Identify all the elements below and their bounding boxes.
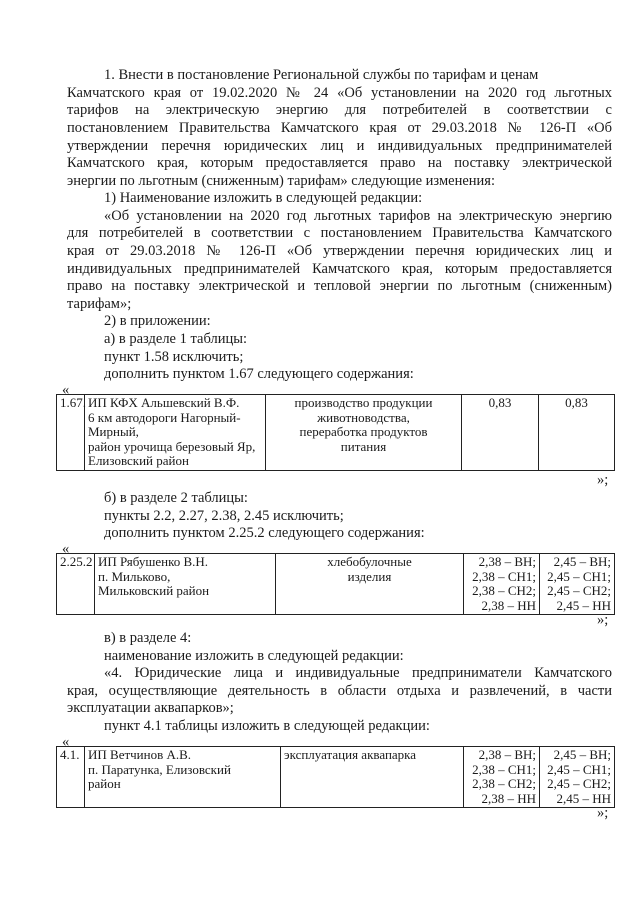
text-line: тарифов на электрическую энергию для потребителей в соответствии с xyxy=(67,102,612,118)
text-line: «Об установлении на 2020 год льготных тарифов на электрическую энергию xyxy=(104,208,612,224)
subitem-c-line-2: пункт 4.1 таблицы изложить в следующей редакции: xyxy=(104,718,430,734)
text-line: Камчатского края от 19.02.2020 № 24 «Об установлении на 2020 год льготных xyxy=(67,85,612,101)
tariff-value-1 xyxy=(464,554,540,615)
subitem-b: б) в разделе 2 таблицы: xyxy=(104,490,248,506)
tariff-line: 2,45 – СН2; xyxy=(547,776,611,792)
tariff-line: 2,45 – СН2; xyxy=(547,583,611,599)
table-section-1 xyxy=(56,394,615,471)
text-line: для потребителей в соответствии с постановлением Правительства Камчатского xyxy=(67,225,612,241)
company-line: Мильковский район xyxy=(98,583,210,599)
subitem-b-line-1: пункты 2.2, 2.27, 2.38, 2.45 исключить; xyxy=(104,508,344,524)
text-line: индивидуальных предпринимателей Камчатского края, которым предоставляется xyxy=(67,261,612,277)
company-line: район урочища березовый Яр, xyxy=(88,438,256,454)
tariff-line: 2,38 – СН2; xyxy=(472,776,536,792)
company-cell xyxy=(95,554,276,615)
table-row xyxy=(57,395,615,471)
company-line: Мирный, xyxy=(88,424,139,440)
table-row xyxy=(57,747,615,808)
activity-line: эксплуатация аквапарка xyxy=(284,747,417,762)
close-quote-mark: »; xyxy=(597,612,609,628)
tariff-line: 2,38 – ВН; xyxy=(478,747,536,762)
activity-line: животноводства, xyxy=(317,409,410,425)
tariff-line: 2,38 – СН2; xyxy=(472,583,536,599)
tariff-line: 2,45 – СН1; xyxy=(547,761,611,777)
company-line: ИП Рябушенко В.Н. xyxy=(98,554,209,569)
activity-line: производство продукции xyxy=(294,395,433,410)
company-line: 6 км автодороги Нагорный- xyxy=(88,409,241,425)
tariff-line: 2,45 – НН xyxy=(556,790,611,806)
text-line: утверждении перечня юридических лиц и индивидуальных предпринимателей xyxy=(67,138,612,154)
text-line: Камчатского края, которым предоставляется право на поставку электрической xyxy=(67,155,612,171)
tariff-value-2 xyxy=(540,554,615,615)
subitem-c-line-1: наименование изложить в следующей редакции: xyxy=(104,648,404,664)
subitem-a: а) в разделе 1 таблицы: xyxy=(104,331,247,347)
close-quote-mark: »; xyxy=(597,472,609,488)
company-line: ИП КФХ Альшевский В.Ф. xyxy=(88,395,240,410)
company-cell xyxy=(85,395,266,471)
text-line: право на поставку электрической и тепловой энергии по льготным (сниженным) xyxy=(67,278,612,294)
company-line: п. Мильково, xyxy=(98,568,171,584)
tariff-line: 2,38 – СН1; xyxy=(472,568,536,584)
text-line: края, осуществляющие деятельность в области отдыха и развлечений, в части xyxy=(67,683,612,699)
tariff-value-1: 0,83 xyxy=(462,395,539,471)
text-line: тарифам»; xyxy=(67,296,132,312)
text-line: «4. Юридические лица и индивидуальные предприниматели Камчатского xyxy=(104,665,612,681)
subitem-c: в) в разделе 4: xyxy=(104,630,192,646)
tariff-line: 2,38 – СН1; xyxy=(472,761,536,777)
row-number: 2.25.2 xyxy=(57,554,95,615)
tariff-line: 2,38 – НН xyxy=(481,597,536,613)
open-quote-mark: « xyxy=(62,541,70,557)
item-1: 1) Наименование изложить в следующей редакции: xyxy=(104,190,423,206)
company-line: район xyxy=(88,776,121,792)
company-line: ИП Ветчинов А.В. xyxy=(88,747,192,762)
tariff-line: 2,45 – ВН; xyxy=(553,554,611,569)
activity-line: изделия xyxy=(347,568,392,584)
activity-line: питания xyxy=(340,438,387,454)
company-cell xyxy=(85,747,281,808)
close-quote-mark: »; xyxy=(597,805,609,821)
tariff-value-1 xyxy=(464,747,540,808)
activity-line: переработка продуктов xyxy=(299,424,428,440)
text-line: края от 29.03.2018 № 126-П «Об утверждении перечня юридических лиц и xyxy=(67,243,612,259)
open-quote-mark: « xyxy=(62,734,70,750)
subitem-b-line-2: дополнить пунктом 2.25.2 следующего содержания: xyxy=(104,525,425,541)
tariff-line: 2,45 – СН1; xyxy=(547,568,611,584)
text-line: эксплуатации аквапарков»; xyxy=(67,700,234,716)
text-line: 1. Внести в постановление Региональной службы по тарифам и ценам xyxy=(104,67,539,83)
tariff-line: 2,38 – ВН; xyxy=(478,554,536,569)
company-line: Елизовский район xyxy=(88,453,189,469)
open-quote-mark: « xyxy=(62,382,70,398)
activity-line: хлебобулочные xyxy=(327,554,412,569)
row-number: 4.1. xyxy=(57,747,85,808)
subitem-a-line-2: дополнить пунктом 1.67 следующего содержания: xyxy=(104,366,414,382)
tariff-line: 2,45 – ВН; xyxy=(553,747,611,762)
tariff-value-2: 0,83 xyxy=(539,395,615,471)
text-line: постановлением Правительства Камчатского края от 29.03.2018 № 126-П «Об xyxy=(67,120,612,136)
table-row xyxy=(57,554,615,615)
activity-cell xyxy=(276,554,464,615)
tariff-line: 2,45 – НН xyxy=(556,597,611,613)
table-section-2 xyxy=(56,553,615,615)
tariff-value-2 xyxy=(540,747,615,808)
tariff-line: 2,38 – НН xyxy=(481,790,536,806)
item-2: 2) в приложении: xyxy=(104,313,211,329)
table-section-4 xyxy=(56,746,615,808)
row-number: 1.67. xyxy=(57,395,85,471)
company-line: п. Паратунка, Елизовский xyxy=(88,761,231,777)
text-line: энергии по льготным (сниженным) тарифам» следующие изменения: xyxy=(67,173,495,189)
activity-cell xyxy=(266,395,462,471)
subitem-a-line-1: пункт 1.58 исключить; xyxy=(104,349,244,365)
activity-cell xyxy=(281,747,464,808)
